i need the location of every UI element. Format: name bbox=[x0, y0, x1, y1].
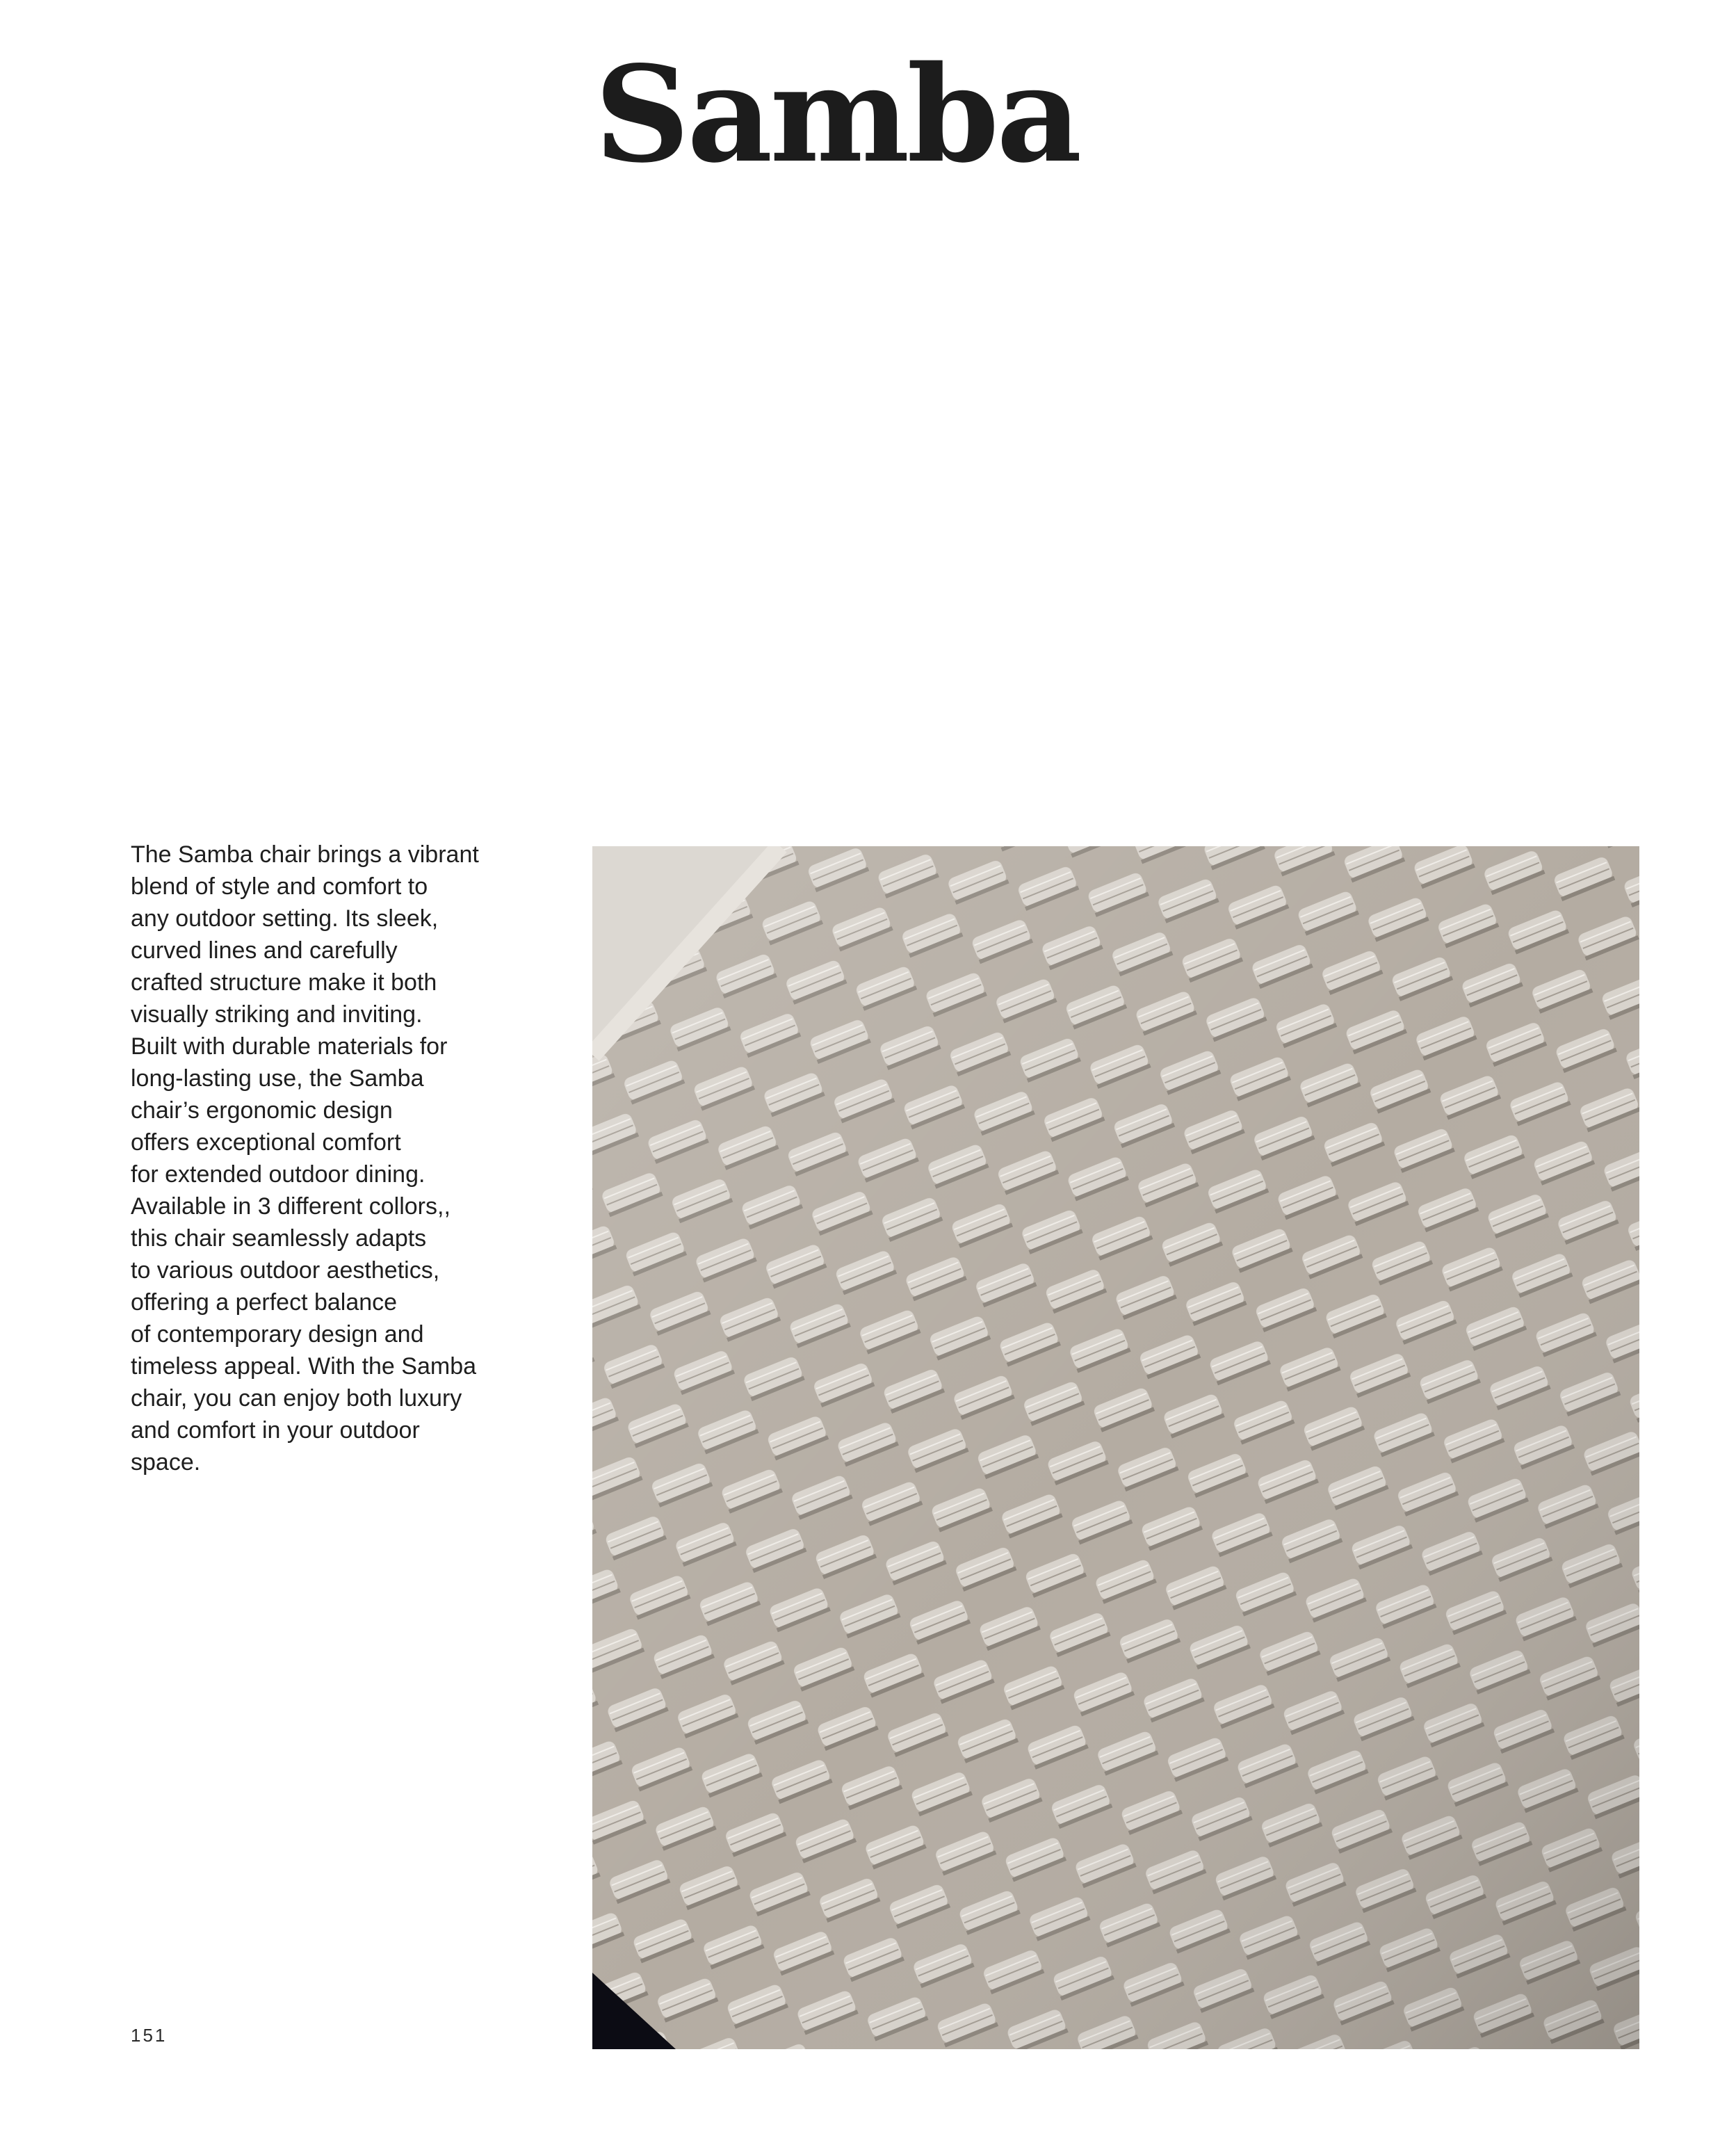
description-line: blend of style and comfort to bbox=[131, 873, 428, 900]
description-line: The Samba chair brings a vibrant bbox=[131, 841, 479, 868]
description-line: visually striking and inviting. bbox=[131, 1001, 423, 1028]
description-line: curved lines and carefully bbox=[131, 937, 398, 964]
description-line: offers exceptional comfort bbox=[131, 1129, 401, 1156]
description-line: offering a perfect balance bbox=[131, 1289, 398, 1316]
description-line: crafted structure make it both bbox=[131, 969, 437, 996]
woven-seat-photo bbox=[592, 846, 1639, 2049]
product-description bbox=[131, 839, 576, 1478]
description-line: Available in 3 different collors,, bbox=[131, 1193, 451, 1220]
page-title: Samba bbox=[594, 37, 1080, 192]
description-line: timeless appeal. With the Samba bbox=[131, 1353, 477, 1380]
description-line: and comfort in your outdoor bbox=[131, 1417, 420, 1444]
description-line: Built with durable materials for bbox=[131, 1033, 448, 1060]
description-line: long-lasting use, the Samba bbox=[131, 1065, 424, 1092]
description-line: to various outdoor aesthetics, bbox=[131, 1257, 440, 1284]
description-line: chair, you can enjoy both luxury bbox=[131, 1385, 462, 1412]
page-number: 151 bbox=[131, 2025, 168, 2046]
description-line: this chair seamlessly adapts bbox=[131, 1225, 427, 1252]
description-line: for extended outdoor dining. bbox=[131, 1161, 425, 1188]
description-line: any outdoor setting. Its sleek, bbox=[131, 905, 439, 932]
description-line: space. bbox=[131, 1449, 201, 1476]
description-line: of contemporary design and bbox=[131, 1321, 424, 1348]
description-line: chair’s ergonomic design bbox=[131, 1097, 393, 1124]
